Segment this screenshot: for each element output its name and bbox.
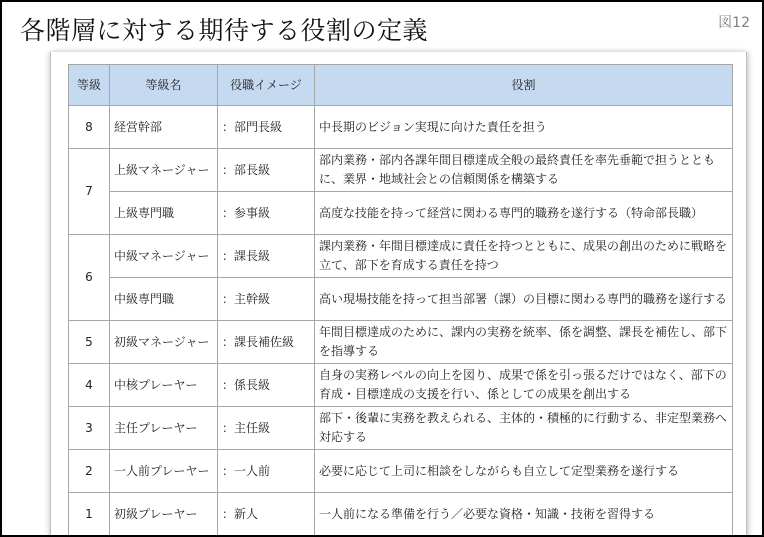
role-cell: 高い現場技能を持って担当部署（課）の目標に関わる専門的職務を遂行する [315,278,733,321]
role-cell: 一人前になる準備を行う／必要な資格・知識・技術を習得する [315,493,733,536]
table-row [69,106,733,149]
rank-name-cell: 上級専門職 [110,192,218,235]
grade-cell: 8 [69,106,110,149]
role-cell: 部内業務・部内各課年間目標達成全般の最終責任を率先垂範で担うとともに、業界・地域社会との信頼関係を構築する [315,149,733,192]
table-row [69,450,733,493]
position-cell: ：部門長級 [218,106,315,149]
role-cell: 必要に応じて上司に相談をしながらも自立して定型業務を遂行する [315,450,733,493]
page-title: 各階層に対する期待する役割の定義 [20,16,429,45]
position-cell: ：一人前 [218,450,315,493]
grade-cell: 5 [69,321,110,364]
grade-cell: 6 [69,235,110,321]
table-row [69,493,733,536]
position-cell: ：参事級 [218,192,315,235]
role-definition-table [68,64,733,536]
table-row [69,321,733,364]
rank-name-cell: 中級マネージャー [110,235,218,278]
rank-name-cell: 一人前プレーヤー [110,450,218,493]
position-cell: ：部長級 [218,149,315,192]
role-cell: 課内業務・年間目標達成に責任を持つとともに、成果の創出のために戦略を立て、部下を育成する責任を持つ [315,235,733,278]
grade-cell: 3 [69,407,110,450]
position-cell: ：課長補佐級 [218,321,315,364]
grade-cell: 2 [69,450,110,493]
role-cell: 高度な技能を持って経営に関わる専門的職務を遂行する（特命部長職） [315,192,733,235]
role-cell: 自身の実務レベルの向上を図り、成果で係を引っ張るだけではなく、部下の育成・目標達成の支援を行い、係としての成果を創出する [315,364,733,407]
rank-name-cell: 上級マネージャー [110,149,218,192]
table-row [69,278,733,321]
rank-name-cell: 主任プレーヤー [110,407,218,450]
position-cell: ：新人 [218,493,315,536]
role-cell: 部下・後輩に実務を教えられる、主体的・積極的に行動する、非定型業務へ対応する [315,407,733,450]
role-cell: 年間目標達成のために、課内の実務を統率、係を調整、課長を補佐し、部下を指導する [315,321,733,364]
header-grade: 等級 [69,65,110,106]
position-cell: ：主任級 [218,407,315,450]
grade-cell: 4 [69,364,110,407]
position-cell: ：課長級 [218,235,315,278]
position-cell: ：係長級 [218,364,315,407]
table-row [69,192,733,235]
table-row [69,235,733,278]
grade-cell: 1 [69,493,110,536]
figure-label: 図12 [718,15,750,31]
grade-cell: 7 [69,149,110,235]
rank-name-cell: 中核プレーヤー [110,364,218,407]
header-position: 役職イメージ [218,65,315,106]
rank-name-cell: 初級マネージャー [110,321,218,364]
rank-name-cell: 経営幹部 [110,106,218,149]
rank-name-cell: 初級プレーヤー [110,493,218,536]
header-role: 役割 [315,65,733,106]
header-rank-name: 等級名 [110,65,218,106]
table-header-row [69,65,733,106]
role-cell: 中長期のビジョン実現に向けた責任を担う [315,106,733,149]
table-row [69,364,733,407]
table-row [69,407,733,450]
rank-name-cell: 中級専門職 [110,278,218,321]
table-row [69,149,733,192]
position-cell: ：主幹級 [218,278,315,321]
